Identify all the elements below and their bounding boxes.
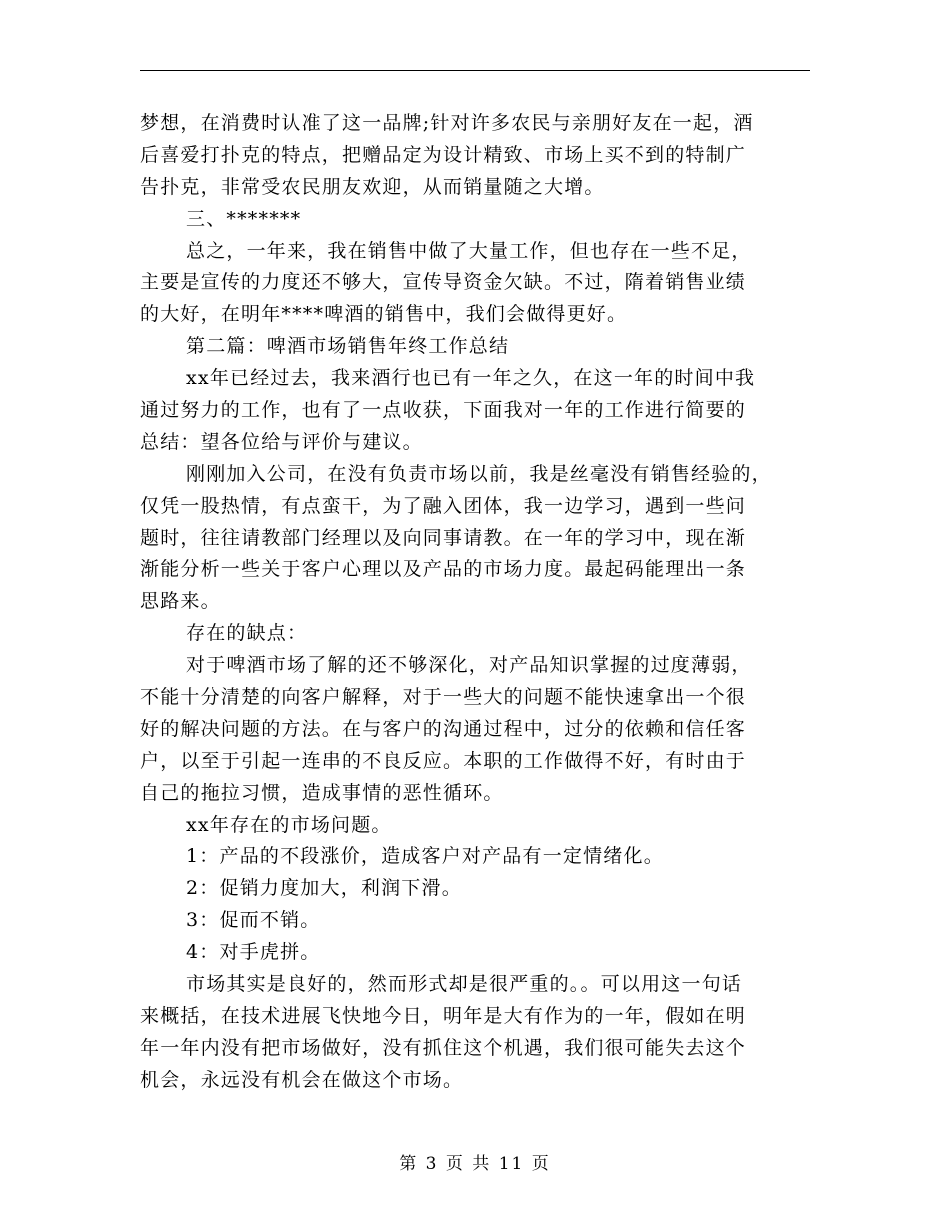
paragraph-line: xx年已经过去，我来酒行也已有一年之久，在这一年的时间中我 (186, 367, 756, 390)
paragraph-line: 的大好，在明年****啤酒的销售中，我们会做得更好。 (140, 303, 628, 326)
paragraph-line: 对于啤酒市场了解的还不够深化，对产品知识掌握的过度薄弱， (186, 654, 752, 677)
paragraph-line: 市场其实是良好的，然而形式却是很严重的。。可以用这一句话 (186, 973, 743, 996)
paragraph-line: 年一年内没有把市场做好，没有抓住这个机遇，我们很可能失去这个 (140, 1036, 747, 1059)
paragraph-line: 仅凭一股热情，有点蛮干，为了融入团体，我一边学习，遇到一些问 (140, 494, 747, 517)
paragraph-line: 刚刚加入公司，在没有负责市场以前，我是丝毫没有销售经验的， (186, 462, 772, 485)
paragraph-line: 思路来。 (140, 590, 221, 613)
paragraph-line: 梦想，在消费时认准了这一品牌;针对许多农民与亲朋好友在一起，酒 (140, 112, 754, 134)
paragraph-line: 总之，一年来，我在销售中做了大量工作，但也存在一些不足， (186, 239, 752, 262)
paragraph-line: 后喜爱打扑克的特点，把赠品定为设计精致、市场上买不到的特制广 (140, 143, 747, 166)
paragraph-line: 4：对手虎拼。 (186, 941, 321, 964)
header-rule (140, 70, 810, 71)
paragraph-line: 存在的缺点： (186, 622, 308, 645)
paragraph-line: 通过努力的工作，也有了一点收获，下面我对一年的工作进行简要的 (140, 399, 747, 422)
paragraph-line: 第二篇：啤酒市场销售年终工作总结 (186, 335, 510, 358)
paragraph-line: 告扑克，非常受农民朋友欢迎，从而销量随之大增。 (140, 175, 605, 198)
paragraph-line: 自己的拖拉习惯，造成事情的恶性循环。 (140, 781, 504, 804)
document-body (140, 108, 810, 1097)
paragraph-line: 好的解决问题的方法。在与客户的沟通过程中，过分的依赖和信任客 (140, 717, 747, 740)
paragraph-line: 来概括，在技术进展飞快地今日，明年是大有作为的一年，假如在明 (140, 1004, 747, 1027)
paragraph-line: 3：促而不销。 (186, 909, 321, 932)
paragraph-line: 不能十分清楚的向客户解释，对于一些大的问题不能快速拿出一个很 (140, 686, 747, 709)
paragraph-line: 渐能分析一些关于客户心理以及产品的市场力度。最起码能理出一条 (140, 558, 747, 581)
page-footer: 第 3 页 共 11 页 (399, 1154, 551, 1174)
paragraph-line: xx年存在的市场问题。 (186, 813, 392, 836)
paragraph-line: 2：促销力度加大，利润下滑。 (186, 877, 462, 900)
paragraph-line: 总结：望各位给与评价与建议。 (140, 430, 423, 453)
paragraph-line: 主要是宣传的力度还不够大，宣传导资金欠缺。不过，隋着销售业绩 (140, 271, 747, 294)
paragraph-line: 题时，往往请教部门经理以及向同事请教。在一年的学习中，现在渐 (140, 526, 747, 549)
paragraph-line: 1：产品的不段涨价，造成客户对产品有一定情绪化。 (186, 845, 664, 868)
paragraph-line: 三、******* (186, 207, 302, 230)
paragraph-line: 机会，永远没有机会在做这个市场。 (140, 1068, 464, 1091)
paragraph-line: 户，以至于引起一连串的不良反应。本职的工作做得不好，有时由于 (140, 749, 747, 772)
